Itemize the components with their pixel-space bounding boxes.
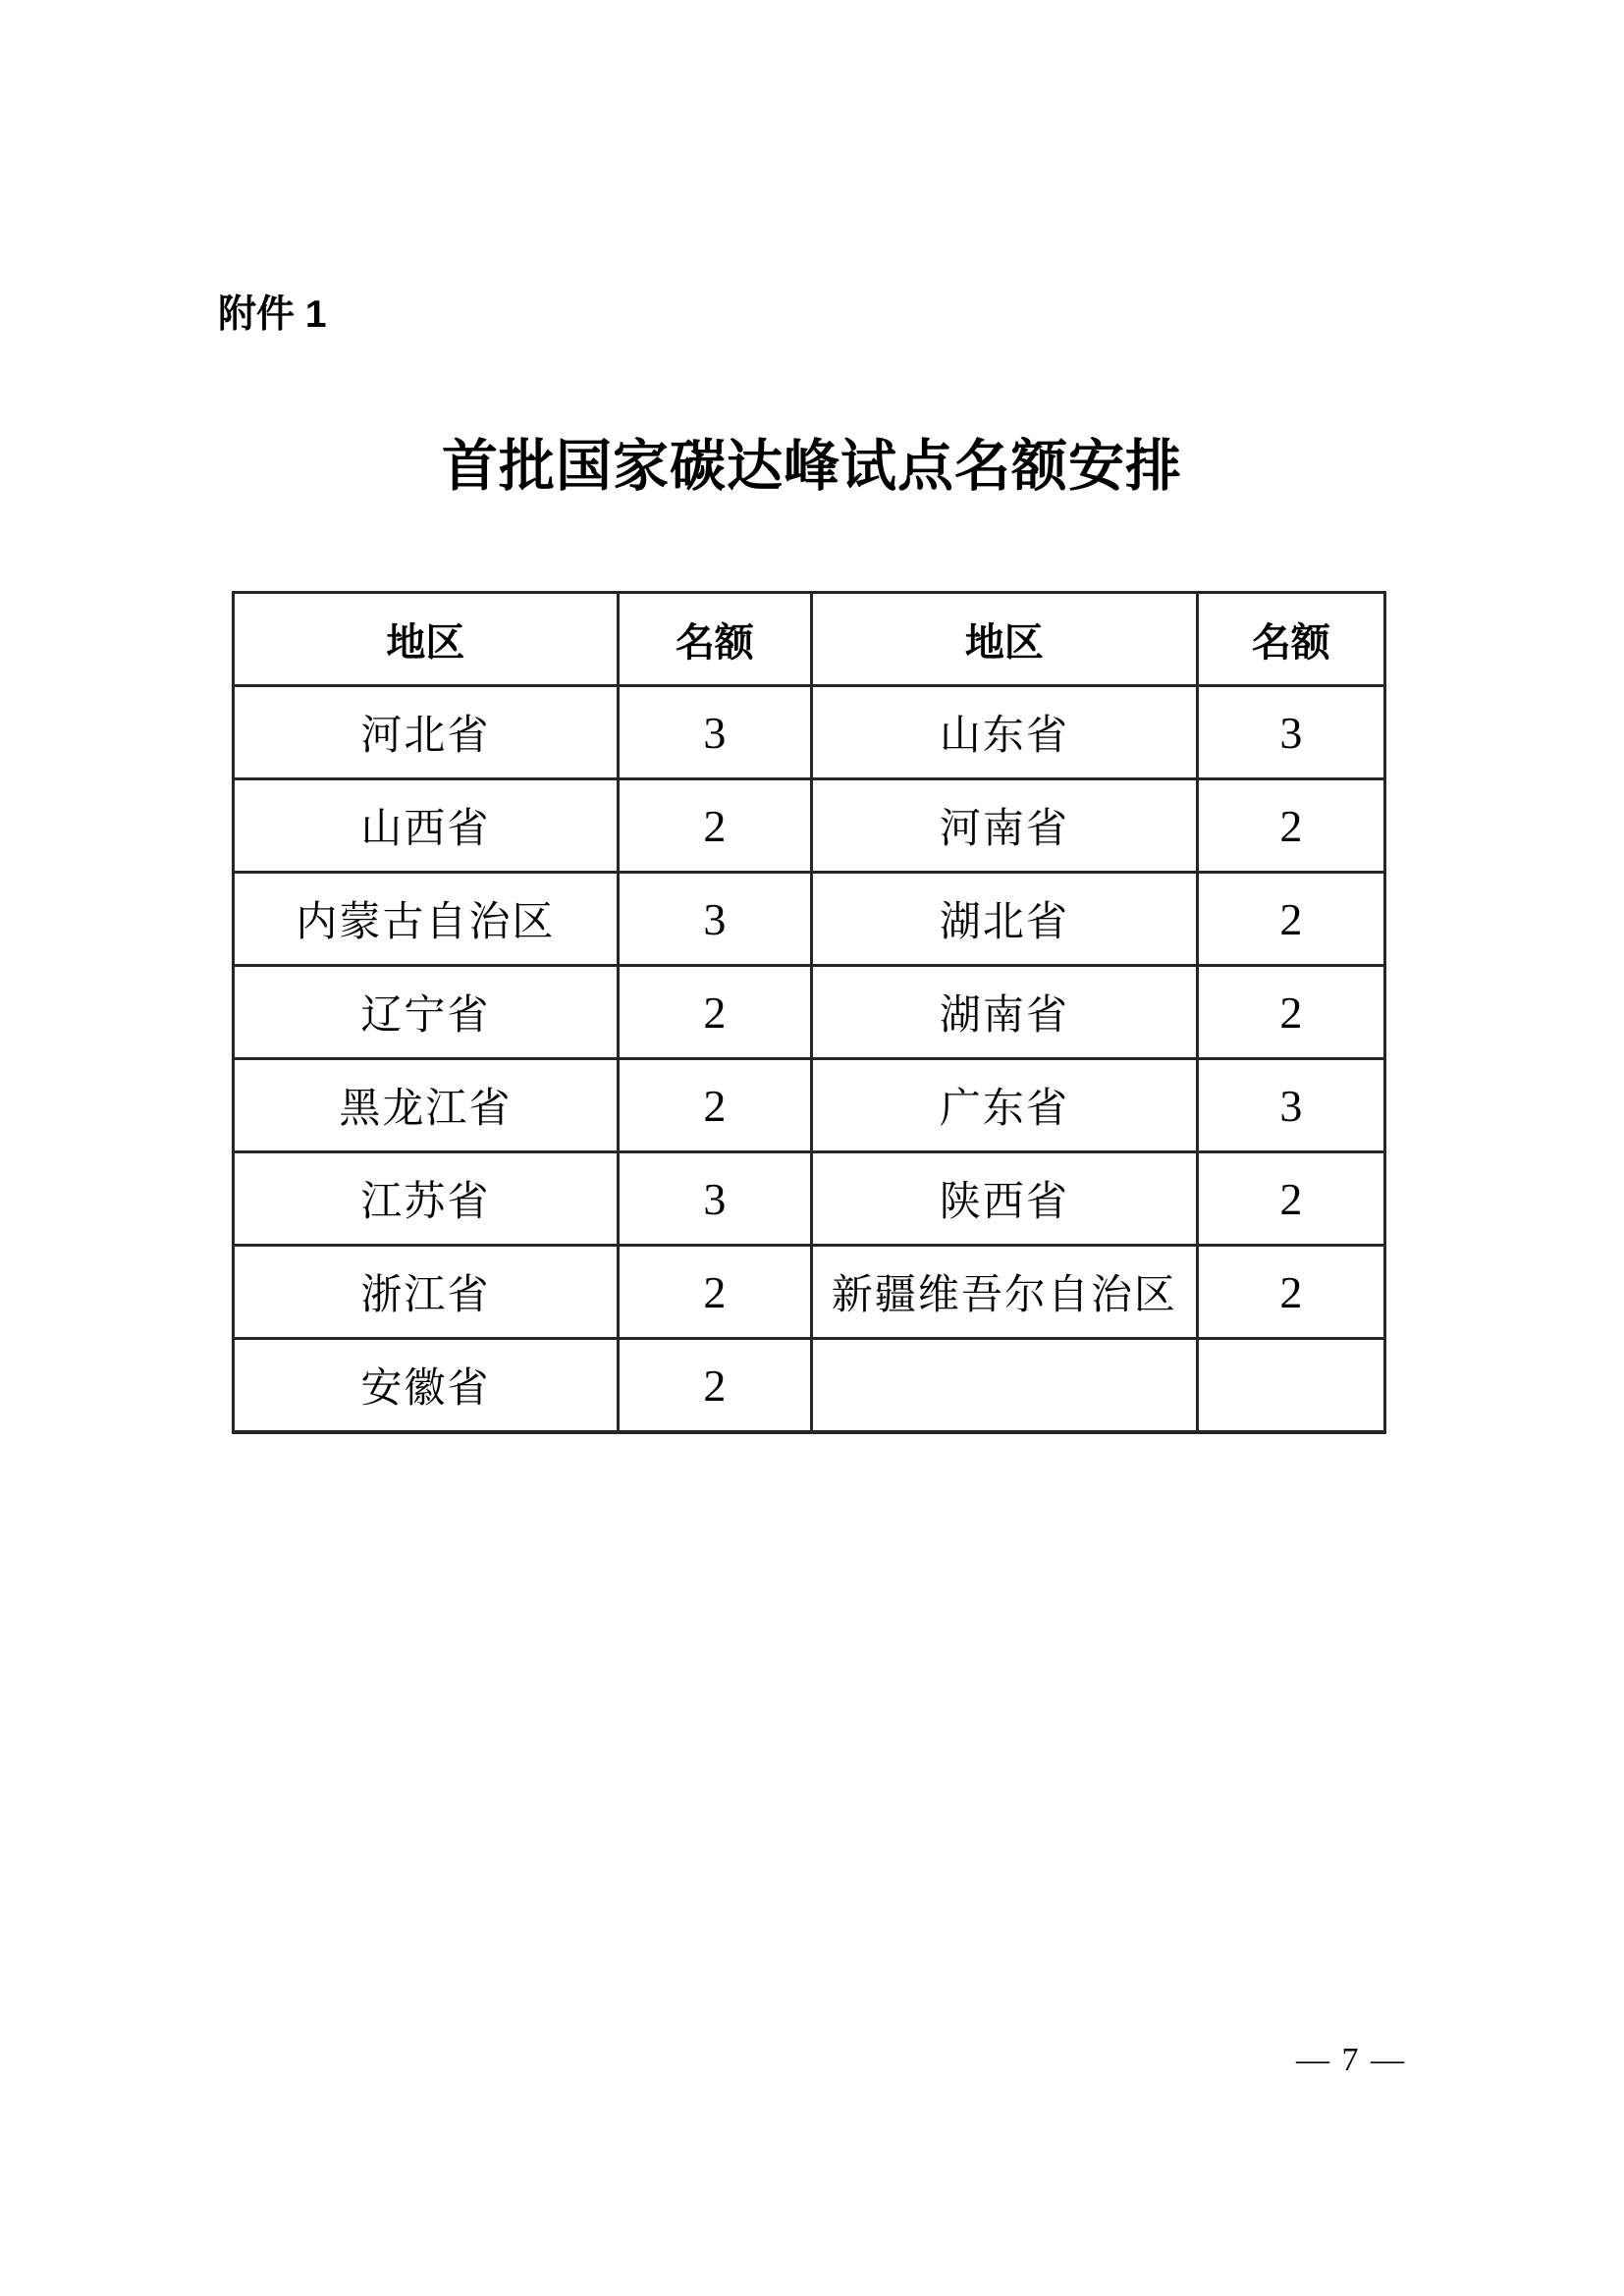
- table-header-row: [234, 593, 1385, 686]
- region-cell: 湖北省: [811, 873, 1197, 966]
- column-header-region-left: 地区: [234, 593, 619, 686]
- region-cell: 黑龙江省: [234, 1059, 619, 1152]
- table-row: [234, 1339, 1385, 1433]
- table-row: [234, 1246, 1385, 1339]
- page-number: — 7 —: [1296, 2042, 1406, 2078]
- quota-cell: 3: [618, 873, 811, 966]
- region-cell: 广东省: [811, 1059, 1197, 1152]
- quota-cell: 2: [618, 1339, 811, 1433]
- region-cell: 江苏省: [234, 1152, 619, 1246]
- quota-cell: 2: [618, 1246, 811, 1339]
- attachment-label: 附件 1: [218, 294, 327, 336]
- quota-cell: 2: [1197, 1152, 1384, 1246]
- quota-cell: 2: [618, 779, 811, 873]
- quota-cell: 3: [1197, 1059, 1384, 1152]
- quota-table: [232, 591, 1386, 1434]
- quota-cell: 2: [1197, 966, 1384, 1059]
- region-cell: 内蒙古自治区: [234, 873, 619, 966]
- column-header-region-right: 地区: [811, 593, 1197, 686]
- region-cell: 湖南省: [811, 966, 1197, 1059]
- quota-cell: 2: [1197, 779, 1384, 873]
- table-row: [234, 1059, 1385, 1152]
- region-cell: 浙江省: [234, 1246, 619, 1339]
- quota-cell: 3: [618, 1152, 811, 1246]
- column-header-quota-right: 名额: [1197, 593, 1384, 686]
- region-cell: 河南省: [811, 779, 1197, 873]
- table-row: [234, 779, 1385, 873]
- table-row: [234, 686, 1385, 779]
- region-cell: [811, 1339, 1197, 1433]
- quota-cell: 2: [618, 1059, 811, 1152]
- page-title: 首批国家碳达峰试点名额安排: [442, 436, 1182, 498]
- region-cell: 山东省: [811, 686, 1197, 779]
- table-row: [234, 1152, 1385, 1246]
- column-header-quota-left: 名额: [618, 593, 811, 686]
- quota-cell: 2: [1197, 873, 1384, 966]
- region-cell: 山西省: [234, 779, 619, 873]
- quota-cell: 3: [618, 686, 811, 779]
- table-row: [234, 873, 1385, 966]
- table-row: [234, 966, 1385, 1059]
- quota-cell: [1197, 1339, 1384, 1433]
- region-cell: 安徽省: [234, 1339, 619, 1433]
- region-cell: 新疆维吾尔自治区: [811, 1246, 1197, 1339]
- region-cell: 陕西省: [811, 1152, 1197, 1246]
- quota-cell: 3: [1197, 686, 1384, 779]
- quota-cell: 2: [1197, 1246, 1384, 1339]
- quota-cell: 2: [618, 966, 811, 1059]
- region-cell: 河北省: [234, 686, 619, 779]
- region-cell: 辽宁省: [234, 966, 619, 1059]
